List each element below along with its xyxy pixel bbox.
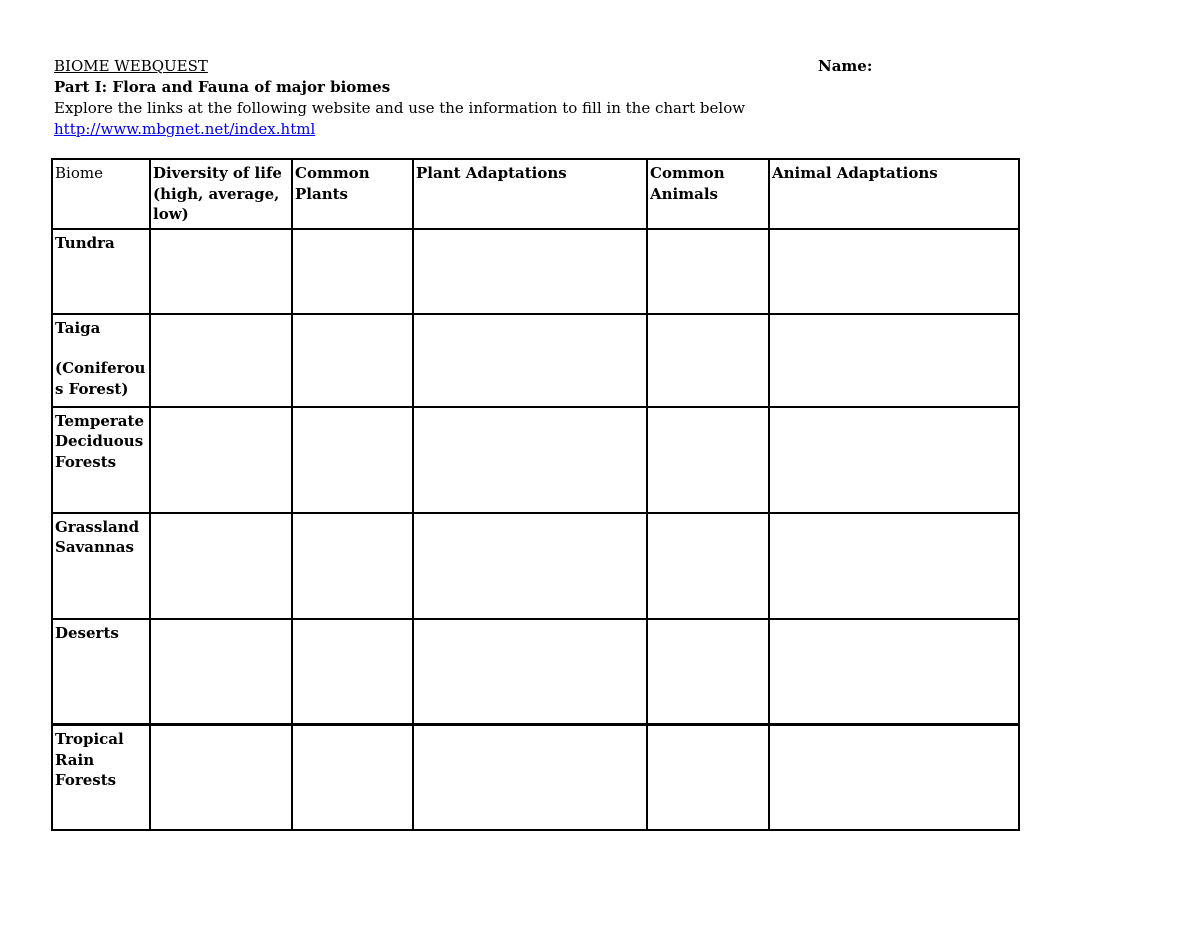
document-title: BIOME WEBQUEST [54, 57, 208, 75]
column-header-animal-adaptations: Animal Adaptations [769, 159, 1019, 229]
biome-cell-grassland-savannas [52, 513, 150, 619]
answer-cell-common-plants[interactable] [292, 513, 413, 619]
answer-cell-common-animals[interactable] [647, 513, 769, 619]
answer-cell-animal-adaptations[interactable] [769, 229, 1019, 314]
column-header-plant-adaptations: Plant Adaptations [413, 159, 647, 229]
answer-cell-plant-adaptations[interactable] [413, 314, 647, 407]
biome-cell-tundra [52, 229, 150, 314]
biome-name: Tropical Rain Forests [55, 730, 124, 789]
answer-cell-plant-adaptations[interactable] [413, 619, 647, 725]
biome-cell-taiga [52, 314, 150, 407]
biome-chart-table [51, 158, 1020, 831]
biome-cell-tropical-rain-forests [52, 725, 150, 830]
column-header-common-animals: Common Animals [647, 159, 769, 229]
instructions-text: Explore the links at the following website and use the information to fill in the chart below [54, 99, 746, 117]
answer-cell-common-animals[interactable] [647, 229, 769, 314]
website-link[interactable]: http://www.mbgnet.net/index.html [54, 120, 316, 138]
answer-cell-plant-adaptations[interactable] [413, 407, 647, 513]
answer-cell-common-plants[interactable] [292, 619, 413, 725]
answer-cell-animal-adaptations[interactable] [769, 619, 1019, 725]
answer-cell-common-animals[interactable] [647, 314, 769, 407]
answer-cell-diversity[interactable] [150, 725, 292, 830]
answer-cell-plant-adaptations[interactable] [413, 513, 647, 619]
column-header-common-plants: Common Plants [292, 159, 413, 229]
answer-cell-common-animals[interactable] [647, 619, 769, 725]
answer-cell-plant-adaptations[interactable] [413, 229, 647, 314]
answer-cell-common-plants[interactable] [292, 725, 413, 830]
answer-cell-animal-adaptations[interactable] [769, 513, 1019, 619]
biome-name: Grassland Savannas [55, 517, 140, 556]
table-row [52, 407, 1019, 513]
answer-cell-diversity[interactable] [150, 229, 292, 314]
biome-cell-deserts [52, 619, 150, 725]
table-row [52, 513, 1019, 619]
table-header-row [52, 159, 1019, 229]
answer-cell-animal-adaptations[interactable] [769, 725, 1019, 830]
biome-name: Taiga [55, 318, 101, 337]
answer-cell-common-animals[interactable] [647, 407, 769, 513]
answer-cell-diversity[interactable] [150, 407, 292, 513]
biome-name: Tundra [55, 233, 115, 252]
answer-cell-common-plants[interactable] [292, 407, 413, 513]
table-row [52, 725, 1019, 830]
answer-cell-animal-adaptations[interactable] [769, 407, 1019, 513]
table-row [52, 619, 1019, 725]
biome-name: Deserts [55, 623, 119, 642]
answer-cell-common-plants[interactable] [292, 229, 413, 314]
answer-cell-diversity[interactable] [150, 513, 292, 619]
biome-name: Temperate Deciduous Forests [55, 411, 144, 471]
part-title: Part I: Flora and Fauna of major biomes [54, 78, 391, 96]
answer-cell-common-plants[interactable] [292, 314, 413, 407]
answer-cell-animal-adaptations[interactable] [769, 314, 1019, 407]
title-line [54, 56, 1014, 77]
answer-cell-common-animals[interactable] [647, 725, 769, 830]
worksheet-header [54, 56, 1014, 140]
column-header-biome: Biome [52, 159, 150, 229]
table-row [52, 314, 1019, 407]
biome-subtitle: (Coniferous Forest) [55, 359, 146, 398]
column-header-diversity: Diversity of life (high, average, low) [150, 159, 292, 229]
answer-cell-diversity[interactable] [150, 619, 292, 725]
answer-cell-diversity[interactable] [150, 314, 292, 407]
answer-cell-plant-adaptations[interactable] [413, 725, 647, 830]
name-label: Name: [818, 57, 873, 75]
table-row [52, 229, 1019, 314]
biome-cell-temperate-deciduous-forests [52, 407, 150, 513]
